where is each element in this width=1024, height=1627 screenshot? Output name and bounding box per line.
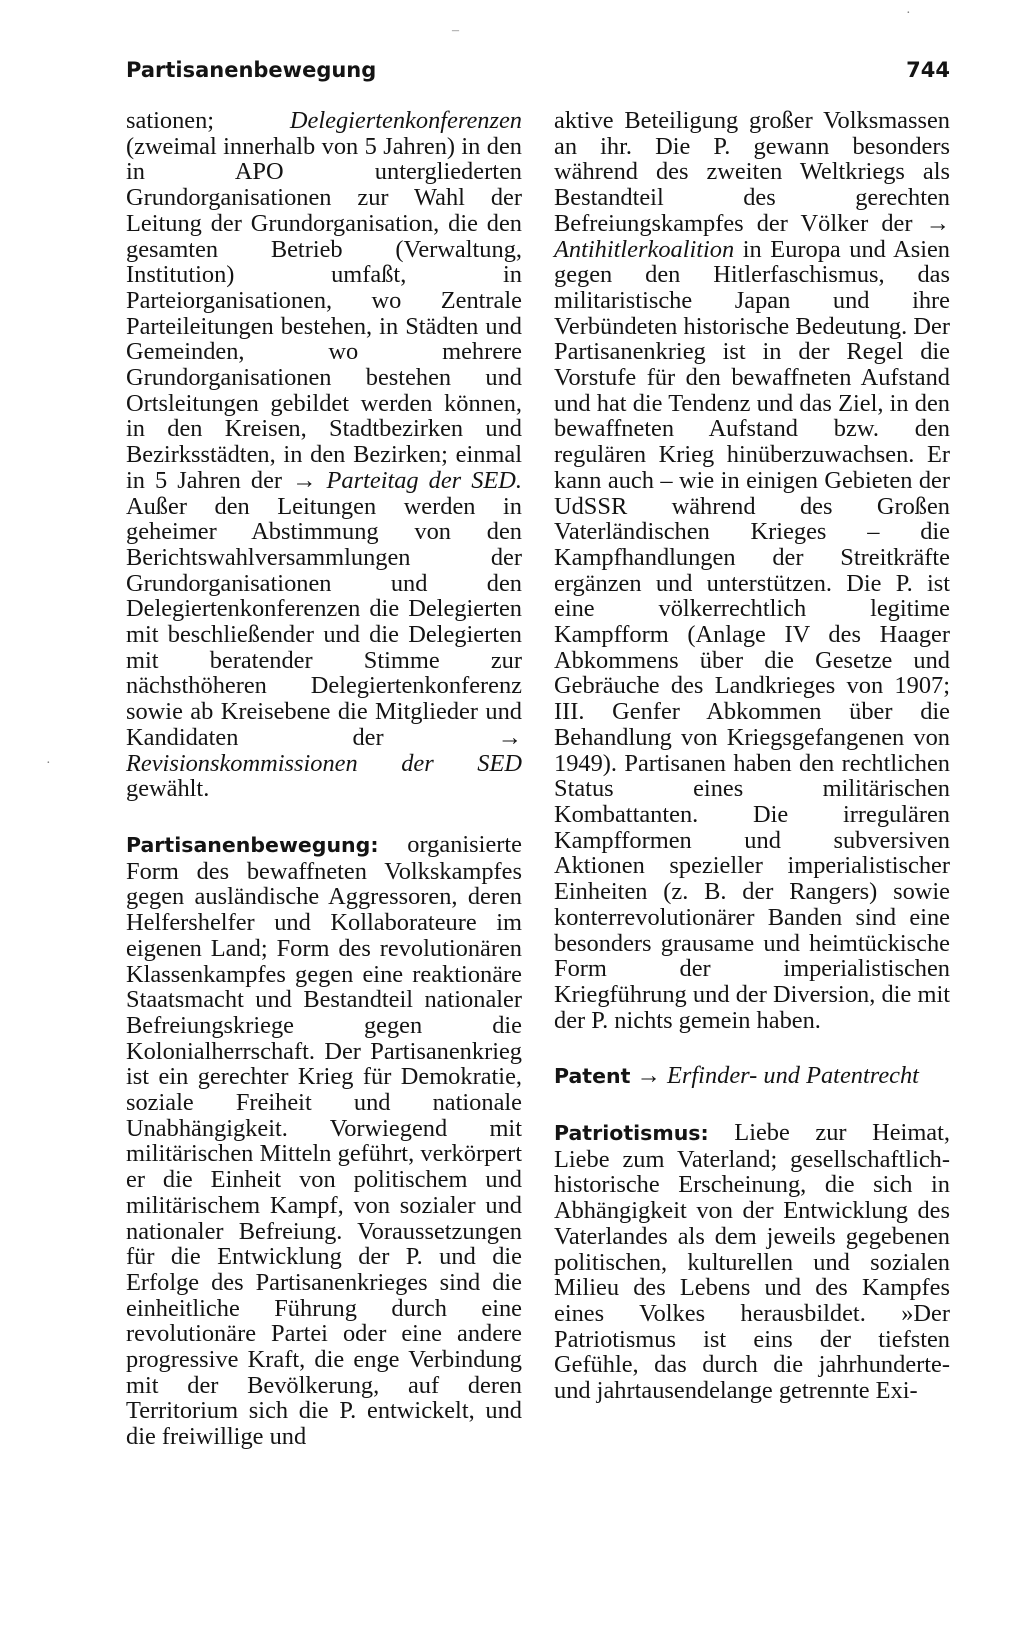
body-text: organisierte Form des bewaffneten Volkskampfes gegen ausländische Aggressoren, deren Helfershelfer und Kollaborateure im eigenen Land; Form des revolutionären Klassenkampfes gegen eine reaktionäre Staatsmacht und Bestandteil nationaler Befreiungskriege gegen die Kolonialherrschaft. Der Partisanenkrieg ist ein gerechter Krieg für Demokratie, soziale Freiheit und nationale Unabhängigkeit. Vorwiegend mit militärischen Mitteln geführt, verkörpert er die Einheit von politischem und militärischem Kampf, von sozialer und nationaler Befreiung. Voraussetzungen für die Entwicklung der P. und die Erfolge des Partisanenkrieges sind die einheitliche Führung durch eine revolutionäre Partei oder eine andere progressive Kraft, die enge Verbindung mit der Bevölkerung, auf deren Territorium sich die P. entwickelt, und die freiwillige und — [126, 830, 522, 1451]
entry-headword: Patriotismus: — [554, 1121, 709, 1146]
scan-speck: · — [46, 756, 51, 771]
arrow-icon: → — [292, 466, 317, 494]
cross-reference: Parteitag der SED. — [326, 466, 522, 494]
cross-reference: Antihitlerkoalition — [554, 235, 735, 263]
scan-speck: ¯ — [452, 30, 459, 45]
entry-continuation-paragraph — [554, 108, 950, 1033]
scan-speck: · — [906, 6, 911, 21]
body-text: in Europa und Asien gegen den Hitlerfaschismus, das militaristische Japan und ihre Verbündeten historische Bedeutung. Der Partisanenkrieg ist in der Regel die Vorstufe für den bewaffneten Aufstand und hat die Tendenz und das Ziel, in den bewaffneten Aufstand bzw. den regulären Krieg hinüberzuwachsen. Er kann auch – wie in einigen Gebieten der UdSSR während des Großen Vaterländischen Krieges – die Kampfhandlungen der Streitkräfte ergänzen und unterstützen. Die P. ist eine völkerrechtlich legitime Kampfform (Anlage IV des Haager Abkommens über die Gesetze und Gebräuche des Landkrieges von 1907; III. Genfer Abkommen über die Behandlung von Kriegsgefangenen von 1949). Partisanen haben den rechtlichen Status eines militärischen Kombattanten. Die irregulären Kampfformen und subversiven Aktionen spezieller imperialistischer Einheiten (z. B. der Rangers) sowie konterrevolutionärer Banden sind eine besonders grausame und heimtückische Form der imperialistischen Kriegführung und der Diversion, die mit der P. nichts gemein haben. — [554, 235, 950, 1034]
page-number: 744 — [906, 58, 950, 82]
entry-partisanenbewegung — [126, 832, 522, 1450]
body-text: Außer den Leitungen werden in geheimer Abstimmung von den Berichtswahlversammlungen der Grundorganisationen und den Delegiertenkonferenzen die Delegierten mit beschließender und die Delegierten mit beratender Stimme zur nächsthöheren Delegiertenkonferenz sowie ab Kreisebene die Mitglieder und Kandidaten der — [126, 492, 522, 751]
entry-patriotismus — [554, 1120, 950, 1404]
arrow-icon: → — [636, 1062, 661, 1090]
body-text: sationen; — [126, 107, 290, 134]
body-text: gewählt. — [126, 775, 210, 803]
running-head-title: Partisanenbewegung — [126, 58, 377, 82]
entry-headword: Partisanenbewegung: — [126, 832, 379, 857]
body-text: aktive Beteiligung großer Volksmassen an ihr. Die P. gewann besonders während des zweiten Weltkriegs als Bestandteil des gerechten Befreiungskampfes der Völker der — [554, 107, 950, 237]
entry-headword: Patent — [554, 1064, 631, 1089]
right-column — [554, 108, 950, 1404]
running-head — [126, 58, 950, 92]
arrow-icon: → — [925, 209, 950, 237]
cross-reference: Revisionskommissionen der SED — [126, 749, 522, 777]
body-text: (zweimal innerhalb von 5 Jahren) in den in APO untergliederten Grundorganisationen zur Wahl der Leitung der Grundorganisation, die den gesamten Betrieb (Verwaltung, Institution) umfaßt, in Parteiorganisationen, wo Zentrale Parteileitungen bestehen, in Städten und Gemeinden, wo mehrere Grundorganisationen bestehen und Ortsleitungen gebildet werden können, in den Kreisen, Stadtbezirken und Bezirksstädten, in den Bezirken; einmal in 5 Jahren der — [126, 132, 522, 494]
cross-reference: Delegiertenkonferenzen — [289, 107, 522, 134]
entry-patent — [554, 1063, 950, 1090]
body-text: Liebe zur Heimat, Liebe zum Vaterland; gesellschaftlich-historische Erscheinung, die sich in Abhängigkeit von der Entwicklung des Vaterlandes als dem jeweils gegebenen politischen, kulturellen und sozialen Milieu des Lebens und des Kampfes eines Volkes herausbildet. »Der Patriotismus ist eins der tiefsten Gefühle, das durch die jahrhunderte- und jahrtausendelange getrennte Exi- — [554, 1119, 950, 1405]
arrow-icon: → — [497, 723, 522, 751]
left-column — [126, 108, 522, 1450]
cross-reference: Erfinder- und Patentrecht — [667, 1062, 919, 1090]
entry-continuation-paragraph — [126, 108, 522, 802]
